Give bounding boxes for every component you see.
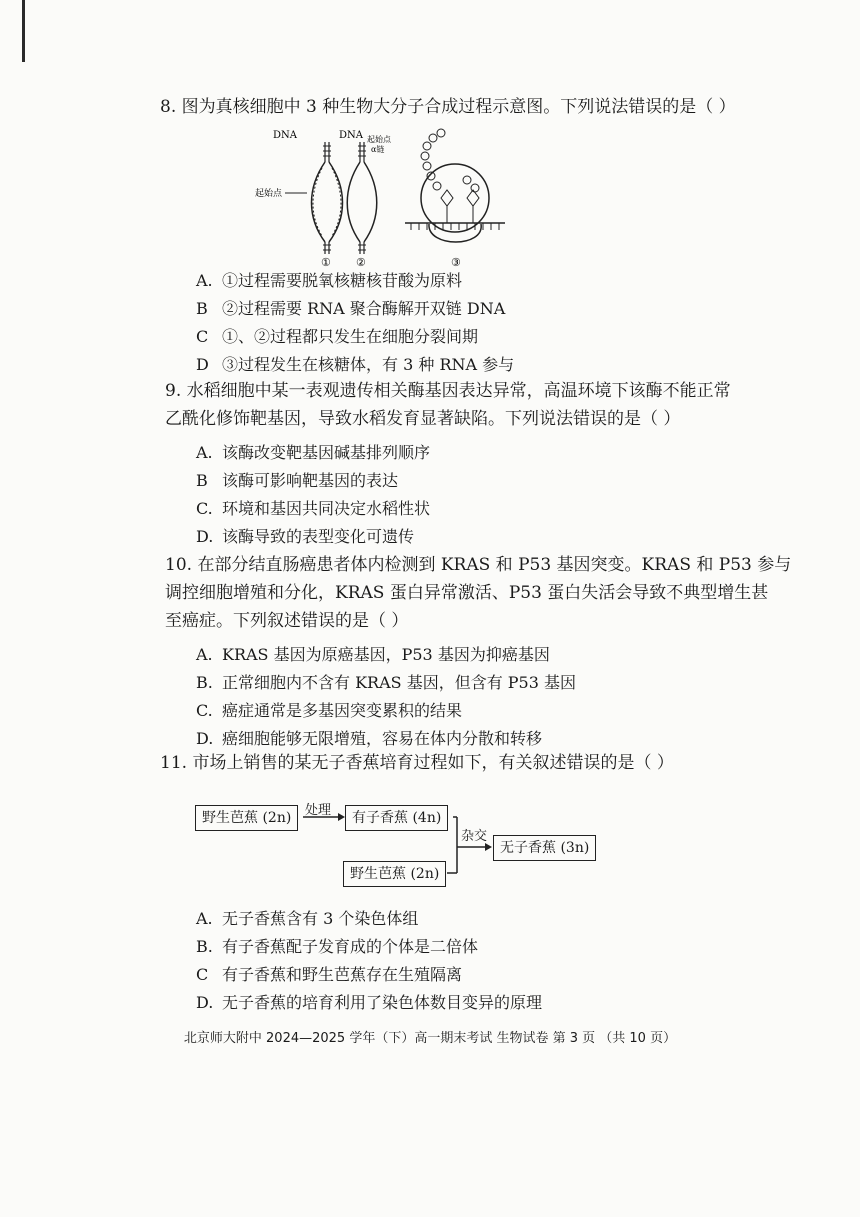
question-10-stem-line-3: 至癌症。下列叙述错误的是（ ） <box>165 611 409 631</box>
q10-option-a: A. KRAS 基因为原癌基因，P53 基因为抑癌基因 <box>196 645 550 664</box>
question-11-breeding-diagram <box>195 795 605 895</box>
fig-label-alpha-chain: α链 <box>371 145 385 154</box>
question-10-stem-line-1: 10. 在部分结直肠癌患者体内检测到 KRAS 和 P53 基因突变。KRAS 和 P53 参与 <box>165 555 792 575</box>
q11-option-b: B. 有子香蕉配子发育成的个体是二倍体 <box>196 937 479 956</box>
q10-option-b: B. 正常细胞内不含有 KRAS 基因，但含有 P53 基因 <box>196 673 576 692</box>
q9-option-a: A. 该酶改变靶基因碱基排列顺序 <box>196 443 431 462</box>
label-cross: 杂交 <box>461 829 488 844</box>
q9-option-d: D. 该酶导致的表型变化可遗传 <box>196 527 415 546</box>
question-11-stem: 11. 市场上销售的某无子香蕉培育过程如下，有关叙述错误的是（ ） <box>160 753 674 773</box>
question-10-stem-line-2: 调控细胞增殖和分化，KRAS 蛋白异常激活、P53 蛋白失活会导致不典型增生甚 <box>165 583 769 603</box>
q9-option-c: C. 环境和基因共同决定水稻性状 <box>196 499 431 518</box>
q10-option-c: C. 癌症通常是多基因突变累积的结果 <box>196 701 463 720</box>
page-footer: 北京师大附中 2024—2025 学年（下）高一期末考试 生物试卷 第 3 页 （共 10 页） <box>183 1031 677 1046</box>
scan-edge-mark <box>22 0 25 62</box>
box-wild-banana-1: 野生芭蕉 (2n) <box>195 805 298 831</box>
q11-option-d: D. 无子香蕉的培育利用了染色体数目变异的原理 <box>196 993 543 1012</box>
question-9-stem-line-2: 乙酰化修饰靶基因，导致水稻发育显著缺陷。下列说法错误的是（ ） <box>165 409 681 429</box>
box-seedless-banana: 无子香蕉 (3n) <box>493 835 596 861</box>
box-wild-banana-2: 野生芭蕉 (2n) <box>343 861 446 887</box>
q8-option-a: A. ①过程需要脱氧核糖核苷酸为原料 <box>196 271 463 290</box>
label-treatment: 处理 <box>305 803 332 818</box>
q11-option-c: C 有子香蕉和野生芭蕉存在生殖隔离 <box>196 965 463 984</box>
question-8-figure <box>255 128 525 268</box>
q10-option-d: D. 癌细胞能够无限增殖，容易在体内分散和转移 <box>196 729 543 748</box>
fig-num-3: ③ <box>451 256 461 268</box>
fig-label-dna-1: DNA <box>273 130 297 141</box>
fig-label-start-left: 起始点 <box>255 189 283 199</box>
box-seeded-banana: 有子香蕉 (4n) <box>345 805 448 831</box>
fig-label-dna-2: DNA <box>339 130 363 141</box>
fig-num-2: ② <box>356 256 366 268</box>
fig-label-start-right: 起始点 <box>367 135 391 144</box>
question-8-stem: 8. 图为真核细胞中 3 种生物大分子合成过程示意图。下列说法错误的是（ ） <box>160 97 736 117</box>
fig-num-1: ① <box>321 256 331 268</box>
question-9-stem-line-1: 9. 水稻细胞中某一表观遗传相关酶基因表达异常，高温环境下该酶不能正常 <box>165 381 731 401</box>
q8-option-b: B ②过程需要 RNA 聚合酶解开双链 DNA <box>196 299 506 318</box>
q11-option-a: A. 无子香蕉含有 3 个染色体组 <box>196 909 419 928</box>
q8-option-c: C ①、②过程都只发生在细胞分裂间期 <box>196 327 479 346</box>
q9-option-b: B 该酶可影响靶基因的表达 <box>196 471 399 490</box>
q8-option-d: D ③过程发生在核糖体，有 3 种 RNA 参与 <box>196 355 515 374</box>
